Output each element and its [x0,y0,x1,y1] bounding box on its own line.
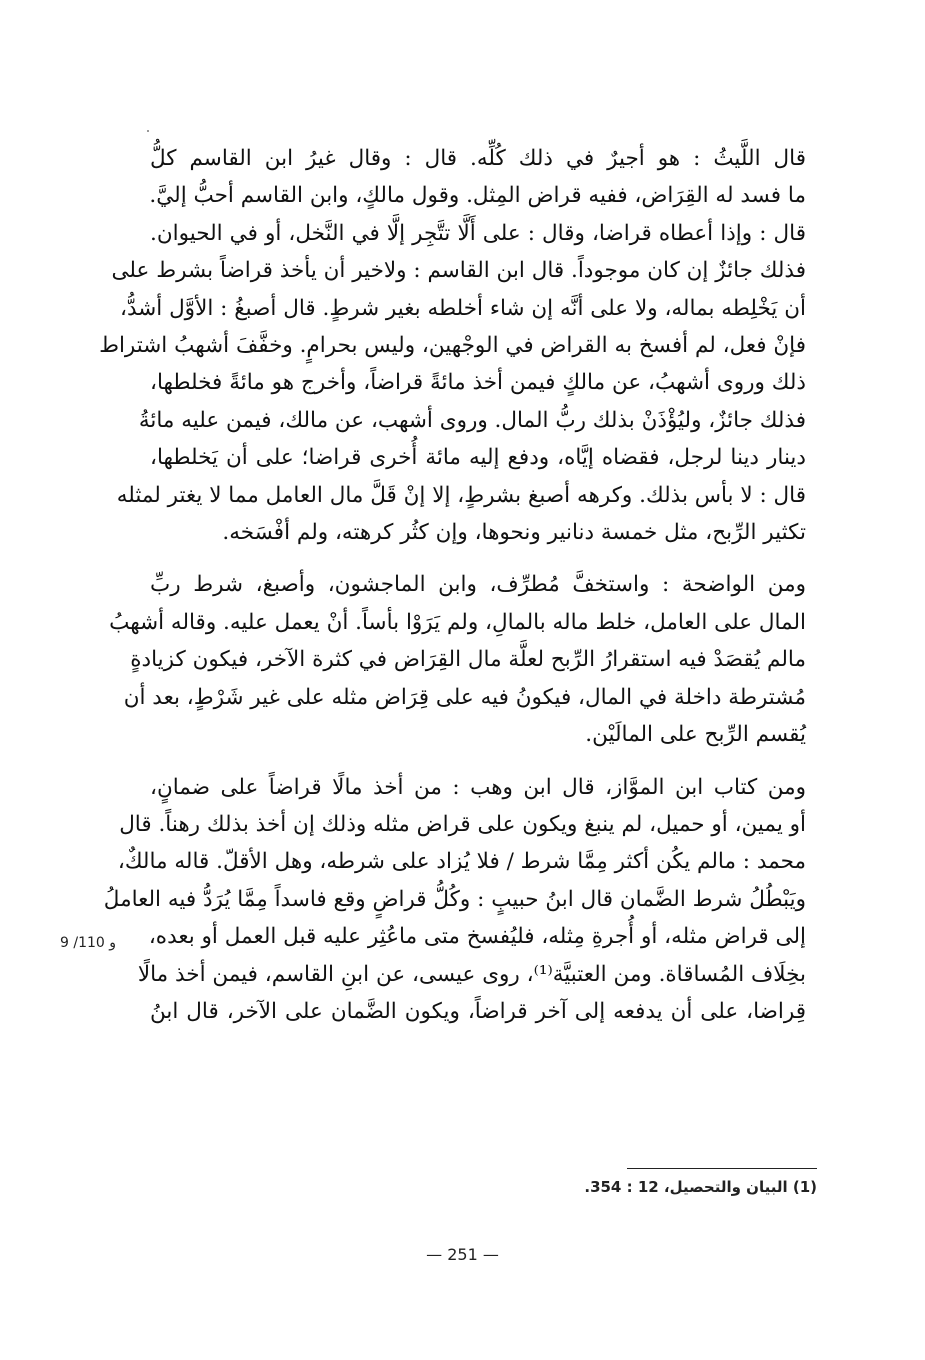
text-line: فذلك جائزٌ إن كان موجوداً. قال ابن القاسم : ولاخير أن يأخذ قراضاً بشرط على [111,258,806,284]
text-line: ومن الواضحة : واستخفَّ مُطرِّف، وابن الماجشون، وأصبغ، شرط ربِّ [150,572,806,598]
text-line: ويَبْطُلُ شرط الضَّمان قال ابنُ حبيبٍ : وكُلُّ قراضٍ وقع فاسداً مِمَّا يُرَدُّ فيه العاملُ [103,886,806,912]
scan-speck [147,130,149,132]
text-line: ذلك وروى أشهبُ، عن مالكٍ فيمن أخذ مائةً قراضاً، وأخرج هو مائةً فخلطها، [150,370,806,396]
footnote: (1) البيان والتحصيل، 12 : 354. [584,1178,817,1196]
text-line: قال اللَّيثُ : هو أجيرٌ في ذلك كُلِّه. قال : وقال غيرُ ابن القاسم كلُّ [150,146,806,171]
paragraph-1 [99,140,840,551]
paragraph-2 [109,566,840,753]
page-body [99,140,840,1030]
paragraph-gap [150,551,840,566]
text-line: يُقسم الرِّبح على المالَيْن. [585,722,806,748]
text-line: ما فسد له القِرَاض، ففيه قراض المِثل. وقول مالكٍ، وابن القاسم أحبُّ إليَّ. [149,183,806,209]
text-line: فذلك جائزٌ، وليُؤْذَنْ بذلك ربُّ المال. وروى أشهب، عن مالك، فيمن عليه مائةُ [138,407,806,433]
text-line: تكثير الرِّبح، مثل خمسة دنانير ونحوها، وإن كثُر كرهته، ولم أفْسَخه. [222,520,806,546]
paragraph-3 [103,769,840,1031]
text-line: مالم يُقصَدْ فيه استقرارُ الرِّبح لعلَّة مال القِرَاض في كثرة الآخر، فيكون كزيادةٍ [130,647,806,673]
text-line: محمد : مالم يكُن أكثر مِمَّا شرط / فلا يُزاد على شرطه، وهل الأقلّ. قاله مالكٌ، [117,849,806,875]
text-line: أن يَخْلِطه بماله، ولا على أنَّه إن شاء أخلطه بغير شرطٍ. قال أصبغُ : الأوَّل أشدُّ، [120,295,806,321]
text-line: أو يمين، أو حميل، لم ينبغ ويكون على قراض مثله وذلك إن أخذ بذلك رهناً. قال [119,811,806,837]
text-line: فإنْ فعل، لم أفسخ به القراض في الوجْهين، وليس بحرامٍ. وخفَّفَ أشهبُ اشتراط [99,333,806,359]
text-line: إلى قراض مثله، أو أُجرةِ مِثله، فليُفسخ متى ماعُثِر عليه قبل العمل أو بعده، [148,924,806,950]
text-line: بخِلَاف المُساقاة. ومن العتبيَّة⁽¹⁾، روى عيسى، عن ابنِ القاسم، فيمن أخذ مالًا [137,961,806,987]
text-line: قِراضا، على أن يدفعه إلى آخر قراضاً، ويكون الضَّمان على الآخر، قال ابنُ [150,998,806,1024]
text-line: ومن كتاب ابن الموَّاز، قال ابن وهب : من أخذ مالًا قراضاً على ضمانٍ، [150,774,806,800]
text-line: مُشترطة داخلة في المال، فيكونُ فيه على قِرَاض مثله على غير شَرْطٍ، بعد أن [123,684,806,710]
page-number: — 251 — [426,1245,499,1264]
text-line: قال : وإذا أعطاه قراضا، وقال : على أَلَّا تتَّجِر إلَّا في النَّخل، أو في الحيوان. [150,220,806,246]
footnote-divider [627,1168,817,1169]
text-line: قال : لا بأس بذلك. وكرهه أصبغ بشرطٍ، إلا إنْ قَلَّ مال العامل مما لا يغتر لمثله [116,482,806,508]
manuscript-folio-note: 9 /110 و [60,935,117,951]
text-line: دينار دينا لرجل، فقضاه إيَّاه، ودفع إليه مائة أُخرى قراضا؛ على أن يَخلطها، [150,445,806,471]
text-line: المال على العامل، خلط ماله بالمالِ، ولم يَرَوْا بأساً. أنْ يعمل عليه. وقاله أشهبُ [109,609,806,635]
paragraph-gap [150,754,840,769]
